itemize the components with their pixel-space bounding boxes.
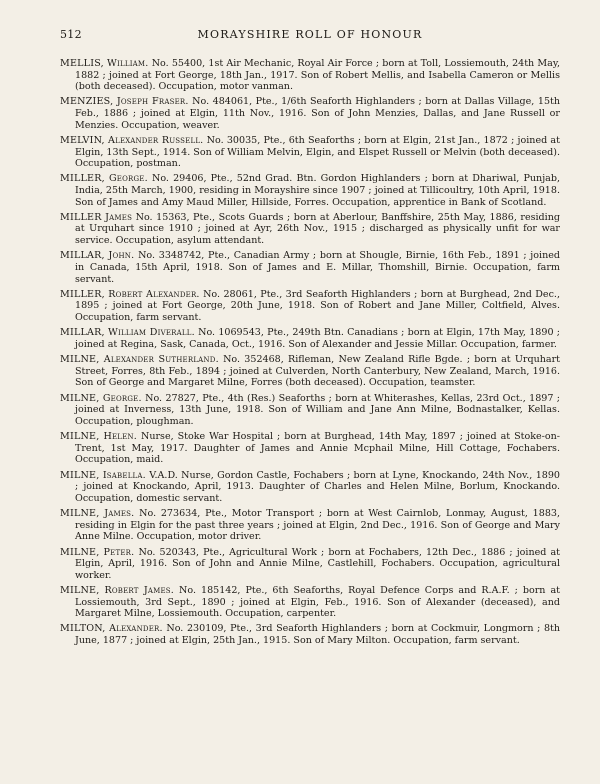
entry-details: V.A.D. Nurse, Gordon Castle, Fochabers ; born at Lyne, Knockando, 24th Nov., 1890 ; joined at Knockando, April, 1913. Daughter of Charles and Helen Milne, Borlum, Knockando. Occupation, domestic servant.	[75, 469, 560, 504]
entry-forenames: Helen.	[103, 431, 137, 443]
entry-surname: MILLAR,	[60, 250, 105, 262]
entry-details: No. 29406, Pte., 52nd Grad. Btn. Gordon Highlanders ; born at Dhariwal, Punjab, India, 25th March, 1900, residing in Morayshire since 1907 ; joined at Tillicoultry, 10th April, 1918. Son of James and Amy Maud Miller, Hillside, Forres. Occupation, apprentice in Bank of Scotland.	[75, 173, 560, 208]
entry-forenames: John.	[108, 250, 135, 262]
roll-entry	[60, 327, 560, 350]
roll-entry	[60, 393, 560, 428]
roll-entry	[60, 96, 560, 131]
entry-forenames: Alexander Russell.	[108, 134, 204, 146]
entry-details: No. 273634, Pte., Motor Transport ; born at West Cairnlob, Lonmay, August, 1883, residing in Elgin for the past three years ; joined at Elgin, 2nd Dec., 1916. Son of George and Mary Anne Milne. Occupation, motor driver.	[75, 508, 560, 543]
entry-surname: MELLIS,	[60, 58, 104, 69]
roll-entry	[60, 354, 560, 389]
entry-details: No. 30035, Pte., 6th Seaforths ; born at Elgin, 21st Jan., 1872 ; joined at Elgin, 13th Sept., 1914. Son of William Melvin, Elgin, and Elspet Russell or Melvin (both deceased). Occupation, postman.	[75, 134, 560, 170]
roll-entry	[60, 431, 560, 466]
entry-forenames: James	[105, 211, 133, 223]
entry-surname: MILNE,	[60, 508, 100, 520]
entry-forenames: William.	[107, 58, 149, 69]
roll-entry	[60, 623, 560, 646]
entry-surname: MILNE,	[60, 354, 100, 366]
entry-details: Nurse, Stoke War Hospital ; born at Burghead, 14th May, 1897 ; joined at Stoke-on-Trent, 1st May, 1917. Daughter of James and Annie Mcphail Milne, Hill Cottage, Fochabers. Occupation, maid.	[75, 431, 560, 466]
roll-entry	[60, 470, 560, 505]
page-number: 512	[60, 28, 82, 41]
entry-details: No. 15363, Pte., Scots Guards ; born at Aberlour, Banffshire, 25th May, 1886, residing at Urquhart since 1910 ; joined at Ayr, 26th Nov., 1915 ; discharged as physically unfit for war service. Occupation, asylum attendant.	[75, 211, 560, 247]
entry-forenames: Robert Alexander.	[108, 288, 200, 300]
roll-entry	[60, 173, 560, 208]
entry-surname: MILNE,	[60, 546, 100, 558]
entry-forenames: Joseph Fraser.	[116, 96, 189, 108]
entry-details: No. 55400, 1st Air Mechanic, Royal Air Force ; born at Toll, Lossiemouth, 24th May, 1882 ; joined at Fort George, 18th Jan., 1917. Son of Robert Mellis, and Isabella Cameron or Mellis (both deceased). Occupation, motor vanman.	[75, 58, 560, 93]
entry-details: No. 484061, Pte., 1/6th Seaforth Highlanders ; born at Dallas Village, 15th Feb., 1886 ; joined at Elgin, 11th Nov., 1916. Son of John Menzies, Dallas, and Jane Russell or Menzies. Occupation, weaver.	[75, 96, 561, 131]
entry-forenames: Robert James.	[104, 584, 175, 596]
roll-entry	[60, 289, 560, 324]
running-title: MORAYSHIRE ROLL OF HONOUR	[197, 28, 423, 41]
entry-forenames: Alexander.	[109, 623, 163, 635]
roll-entry	[60, 585, 560, 620]
roll-entry	[60, 212, 560, 247]
entry-forenames: James.	[104, 508, 135, 520]
entry-surname: MILNE,	[60, 469, 100, 481]
entry-forenames: Isabella.	[102, 469, 146, 481]
entry-surname: MENZIES,	[60, 96, 114, 108]
entry-details: No. 28061, Pte., 3rd Seaforth Highlanders ; born at Burghead, 2nd Dec., 1895 ; joined at Fort George, 20th June, 1918. Son of Robert and Jane Miller, Coltfield, Alves. Occupation, farm servant.	[75, 288, 560, 323]
entry-details: No. 27827, Pte., 4th (Res.) Seaforths ; born at Whiterashes, Kellas, 23rd Oct., 1897 ; joined at Inverness, 13th June, 1918. Son of William and Jane Ann Milne, Bodnastalker, Kellas. Occupation, ploughman.	[75, 392, 561, 427]
page-header	[60, 28, 560, 48]
entry-details: No. 3348742, Pte., Canadian Army ; born at Shougle, Birnie, 16th Feb., 1891 ; joined in Canada, 15th April, 1918. Son of James and E. Millar, Thomshill, Birnie. Occupation, farm servant.	[75, 250, 560, 285]
entry-details: No. 1069543, Pte., 249th Btn. Canadians ; born at Elgin, 17th May, 1890 ; joined at Regina, Sask, Canada, Oct., 1916. Son of Alexander and Jessie Millar. Occupation, farmer.	[75, 327, 560, 350]
entry-details: No. 520343, Pte., Agricultural Work ; born at Fochabers, 12th Dec., 1886 ; joined at Elgin, April, 1916. Son of John and Annie Milne, Castlehill, Fochabers. Occupation, agricultural worker.	[75, 546, 560, 581]
roll-entry	[60, 135, 560, 170]
entry-surname: MILTON,	[60, 623, 106, 635]
entry-forenames: George.	[108, 173, 148, 185]
entry-forenames: Alexander Sutherland.	[103, 354, 219, 366]
entry-surname: MILLER,	[60, 173, 105, 185]
roll-entries	[60, 58, 560, 647]
roll-entry	[60, 58, 560, 93]
entry-forenames: William Diverall.	[108, 327, 195, 339]
entry-surname: MILNE,	[60, 392, 100, 404]
entry-details: No. 230109, Pte., 3rd Seaforth Highlanders ; born at Cockmuir, Longmorn ; 8th June, 1877 ; joined at Elgin, 25th Jan., 1915. Son of Mary Milton. Occupation, farm servant.	[75, 623, 560, 647]
entry-surname: MILNE,	[60, 431, 100, 443]
entry-surname: MELVIN,	[60, 134, 105, 146]
entry-surname: MILLER,	[60, 288, 105, 300]
entry-details: No. 185142, Pte., 6th Seaforths, Royal Defence Corps and R.A.F. ; born at Lossiemouth, 3rd Sept., 1890 ; joined at Elgin, Feb., 1916. Son of Alexander (deceased), and Margaret Milne, Lossiemouth. Occupation, carpenter.	[75, 584, 560, 620]
entry-surname: MILNE,	[60, 584, 100, 596]
entry-surname: MILLER	[60, 211, 102, 223]
roll-entry	[60, 508, 560, 543]
entry-forenames: Peter.	[103, 546, 135, 558]
roll-entry	[60, 250, 560, 285]
entry-details: No. 352468, Rifleman, New Zealand Rifle Bgde. ; born at Urquhart Street, Forres, 8th Feb., 1894 ; joined at Culverden, North Canterbury, New Zealand, March, 1916. Son of George and Margaret Milne, Forres (both deceased). Occupation, teamster.	[75, 354, 560, 389]
entry-forenames: George.	[102, 392, 142, 404]
roll-entry	[60, 547, 560, 582]
entry-surname: MILLAR,	[60, 327, 105, 339]
